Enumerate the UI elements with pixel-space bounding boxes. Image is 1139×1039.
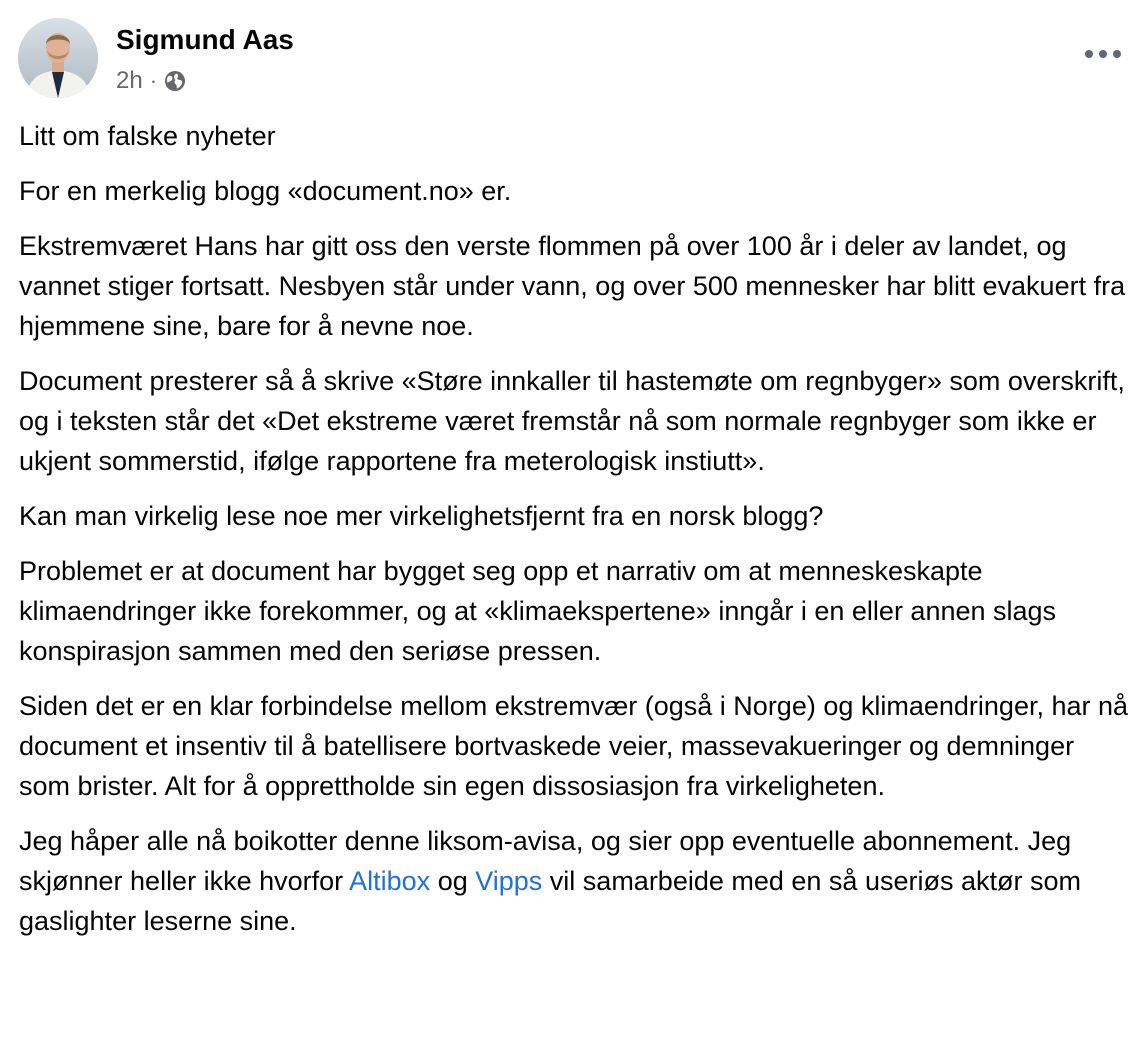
post-paragraph: Problemet er at document har bygget seg opp et narrativ om at menneskeskapte klimaendringer ikke forekommer, og at «klimaekspertene» inngår i en eller annen slags konspirasjon sammen med den seriøse pressen. — [19, 556, 1057, 666]
post-text: og — [430, 866, 476, 896]
post-paragraph: Ekstremværet Hans har gitt oss den verste flommen på over 100 år i deler av landet, og vannet stiger fortsatt. Nesbyen står under vann, og over 500 mennesker har blitt evakuert fra hjemmene sine, bare for å nevne noe. — [19, 231, 1126, 341]
globe-icon[interactable] — [163, 69, 187, 93]
post-header — [18, 18, 1121, 100]
more-options-button[interactable] — [1085, 40, 1121, 68]
post-paragraph: Kan man virkelig lese noe mer virkelighetsfjernt fra en norsk blogg? — [19, 501, 824, 531]
meta-separator: · — [149, 68, 158, 93]
post-text: vil samarbeide med en så useriøs aktør som gaslighter leserne sine. — [19, 866, 1081, 936]
post-meta — [116, 66, 187, 96]
post-paragraph: Siden det er en klar forbindelse mellom ekstremvær (også i Norge) og klimaendringer, har nå document et insentiv til å batellisere bortvaskede veier, massevakueringer og demninger som brister. Alt for å opprettholde sin egen dissosiasjon fra virkeligheten. — [19, 691, 1129, 801]
more-options-icon — [1085, 50, 1093, 58]
post-timestamp[interactable]: 2h — [116, 67, 143, 94]
post-paragraph: Litt om falske nyheter — [19, 121, 276, 151]
post-text: Jeg håper alle nå boikotter denne liksom-avisa, og sier opp eventuelle abonnement. Jeg skjønner heller ikke hvorfor — [19, 826, 1072, 896]
avatar-image — [18, 18, 98, 98]
post-paragraph-last — [19, 821, 1131, 941]
post-paragraph: For en merkelig blogg «document.no» er. — [19, 176, 512, 206]
post-body — [19, 116, 1131, 956]
altibox-link[interactable]: Altibox — [349, 866, 431, 896]
vipps-link[interactable]: Vipps — [475, 866, 543, 896]
avatar[interactable] — [18, 18, 98, 98]
post-paragraph: Document presterer så å skrive «Støre innkaller til hastemøte om regnbyger» som overskrift, og i teksten står det «Det ekstreme været fremstår nå som normale regnbyger som ikke er ukjent sommerstid, ifølge rapportene fra meterologisk instiutt». — [19, 366, 1125, 476]
author-name[interactable]: Sigmund Aas — [116, 24, 294, 55]
